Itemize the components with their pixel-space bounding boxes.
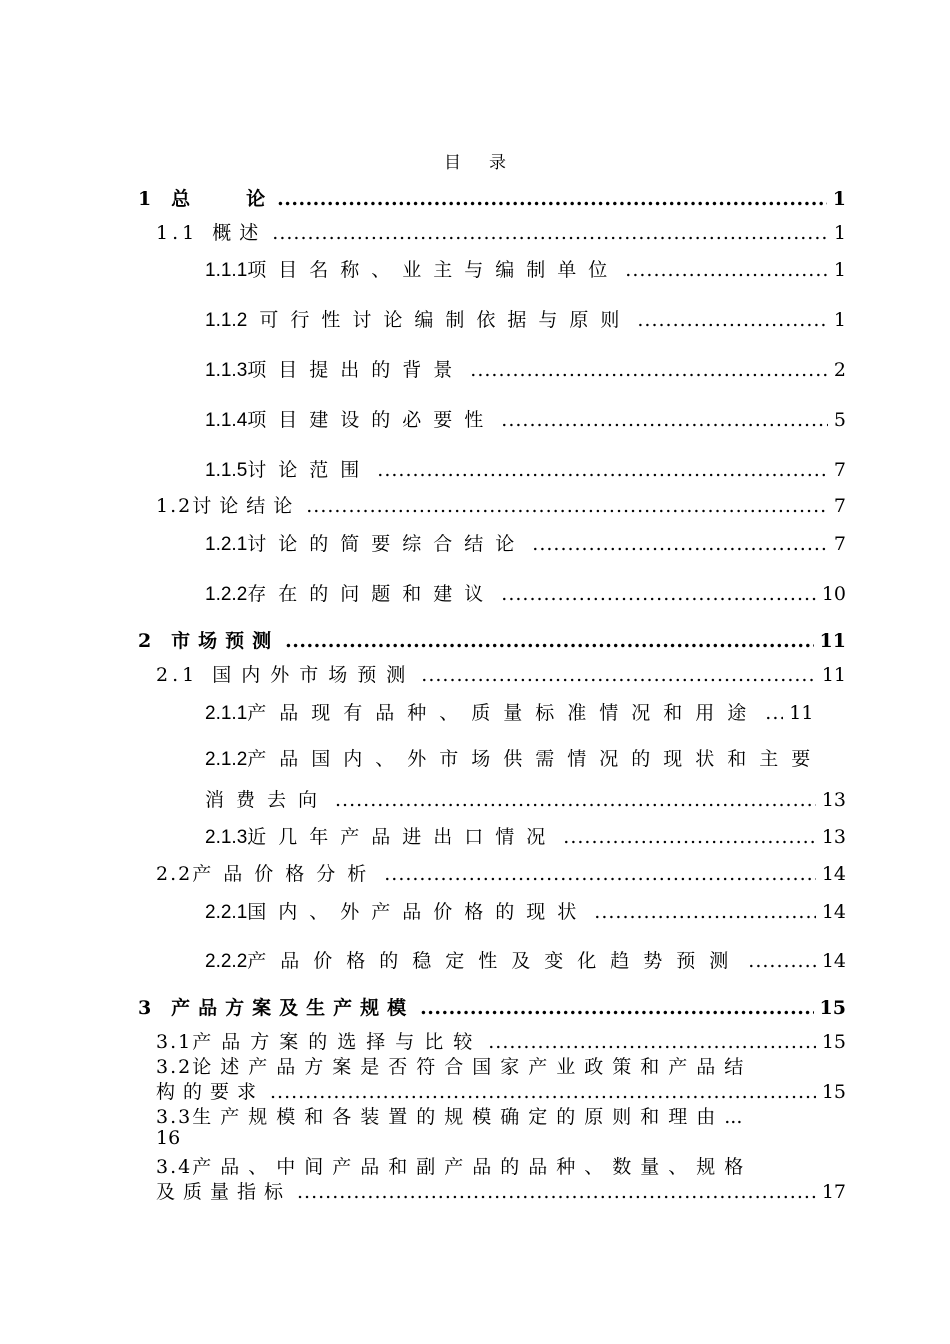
toc-entry-3-2-line1[interactable]: [156, 1052, 752, 1079]
toc-entry-3-2-line2[interactable]: [156, 1077, 846, 1104]
leader-dots: [501, 409, 828, 431]
entry-number: 3.1: [156, 1031, 193, 1053]
entry-title: 产品国内、外市场供需情况的现状和主要: [247, 748, 824, 770]
toc-entry-1-1-5[interactable]: [205, 455, 846, 482]
leader-dots: [470, 359, 828, 381]
page-number: 7: [833, 495, 846, 517]
toc-entry-3-4-line2[interactable]: [156, 1177, 846, 1204]
page-number: 11: [821, 664, 846, 686]
page-number: 15: [819, 997, 846, 1019]
entry-number: 2: [138, 630, 152, 652]
entry-number: 1.1.4: [205, 410, 248, 431]
toc-entry-1-1-2[interactable]: [205, 305, 846, 332]
page-number: 10: [821, 583, 846, 605]
entry-title: 市场预测: [171, 630, 280, 652]
entry-number: 3: [138, 997, 152, 1019]
entry-title: 生产规模和各装置的规模确定的原则和理由: [192, 1106, 725, 1128]
entry-title: 产品方案及生产规模: [171, 997, 415, 1019]
entry-title: 讨论结论: [192, 495, 301, 517]
leader-dots: [270, 1081, 816, 1103]
entry-title: 可行性讨论编制依据与原则: [259, 309, 632, 331]
page-number: 1: [833, 309, 846, 331]
entry-number: 1.1.3: [205, 360, 248, 381]
entry-number: 2.2.2: [205, 951, 248, 972]
entry-title: 国内、外产品价格的现状: [247, 901, 589, 923]
entry-title: 讨论的简要综合结论: [247, 533, 527, 555]
entry-number: 2.1.2: [205, 749, 248, 770]
leader-dots: [765, 702, 783, 724]
entry-title-continued: 构的要求: [156, 1081, 265, 1103]
toc-entry-1[interactable]: [138, 184, 846, 211]
entry-number: 2.2: [156, 863, 193, 885]
entry-number: 2.1: [156, 664, 199, 686]
page-number: 7: [833, 533, 846, 555]
page-number: 11: [819, 630, 846, 652]
toc-entry-2-1[interactable]: [156, 660, 846, 687]
leader-dots: [272, 222, 828, 244]
page-number: 1: [832, 188, 846, 210]
toc-entry-1-1-3[interactable]: [205, 355, 846, 382]
leader-dots: [384, 863, 816, 885]
entry-title: 总 论: [171, 188, 272, 210]
leader-dots: [377, 459, 828, 481]
page-number: 16: [156, 1127, 181, 1149]
page-number: 13: [821, 826, 846, 848]
entry-title: 项目提出的背景: [247, 359, 465, 381]
leader-dots: [285, 630, 813, 652]
toc-entry-1-1-1[interactable]: [205, 255, 846, 282]
toc-entry-3-1[interactable]: [156, 1027, 846, 1054]
page-number: 11: [789, 702, 814, 724]
leader-dots: [306, 495, 828, 517]
leader-dots: [421, 664, 816, 686]
entry-number: 1.2.2: [205, 584, 248, 605]
entry-number: 2.1.1: [205, 703, 248, 724]
toc-entry-1-2[interactable]: [156, 491, 846, 518]
entry-title: 产品、中间产品和副产品的品种、数量、规格: [192, 1156, 753, 1178]
entry-title-continued: 及质量指标: [156, 1181, 292, 1203]
entry-title: 产品现有品种、质量标准情况和用途: [247, 702, 760, 724]
entry-number: 2.2.1: [205, 902, 248, 923]
leader-dots: [748, 950, 816, 972]
leader-dots: [335, 789, 816, 811]
page-number: 15: [821, 1031, 846, 1053]
entry-title: 项目建设的必要性: [247, 409, 496, 431]
page-number: 13: [821, 789, 846, 811]
page-number: 1: [833, 259, 846, 281]
leader-dots: [625, 259, 828, 281]
leader-dots: [532, 533, 828, 555]
entry-title: 产品价格的稳定性及变化趋势预测: [247, 950, 743, 972]
page-number: 14: [821, 901, 846, 923]
entry-title-continued: 消费去向: [205, 789, 330, 811]
entry-title: 讨论范围: [247, 459, 372, 481]
toc-entry-1-1[interactable]: [156, 218, 846, 245]
page-number: 17: [821, 1181, 846, 1203]
leader-dots: [488, 1031, 816, 1053]
entry-title: 国内外市场预测: [212, 664, 416, 686]
page-number: 1: [833, 222, 846, 244]
entry-number: 3.4: [156, 1156, 193, 1178]
toc-title: 目录: [444, 153, 534, 173]
entry-title: 存在的问题和建议: [247, 583, 496, 605]
toc-entry-2-2[interactable]: [156, 859, 846, 886]
entry-number: 2.1.3: [205, 827, 248, 848]
toc-entry-1-2-1[interactable]: [205, 529, 846, 556]
page-number: 7: [833, 459, 846, 481]
leader-dots: [420, 997, 813, 1019]
page-number: 14: [821, 950, 846, 972]
page-number: 2: [833, 359, 846, 381]
toc-entry-2-2-2[interactable]: [205, 946, 846, 973]
entry-title: 项目名称、业主与编制单位: [247, 259, 620, 281]
toc-entry-1-2-2[interactable]: [205, 579, 846, 606]
page-number: 15: [821, 1081, 846, 1103]
leader-dots: [594, 901, 816, 923]
toc-entry-2-1-3[interactable]: [205, 822, 846, 849]
toc-entry-2[interactable]: [138, 626, 846, 653]
page-number: 14: [821, 863, 846, 885]
leader-dots: [501, 583, 816, 605]
entry-title: 近几年产品进出口情况: [247, 826, 558, 848]
entry-number: 3.2: [156, 1056, 193, 1078]
leader-dots: ...: [724, 1106, 743, 1128]
page-number: 5: [833, 409, 846, 431]
leader-dots: [637, 309, 828, 331]
entry-number: 1.1.1: [205, 260, 248, 281]
toc-entry-1-1-4[interactable]: [205, 405, 846, 432]
entry-number: 1.1.2: [205, 310, 248, 331]
leader-dots: [277, 188, 827, 210]
toc-entry-2-1-2-line2[interactable]: [205, 785, 846, 812]
toc-entry-3[interactable]: [138, 993, 846, 1020]
leader-dots: [297, 1181, 816, 1203]
entry-number: 1: [138, 188, 152, 210]
entry-title: 概述: [212, 222, 267, 244]
entry-number: 1.1.5: [205, 460, 248, 481]
entry-number: 3.3: [156, 1106, 193, 1128]
toc-entry-3-3-line1[interactable]: [156, 1102, 742, 1129]
entry-title: 产品价格分析: [192, 863, 379, 885]
toc-entry-2-1-1[interactable]: [205, 698, 846, 725]
toc-entry-2-1-2-line1[interactable]: [205, 747, 846, 772]
leader-dots: [563, 826, 816, 848]
entry-title: 产品方案的选择与比较: [192, 1031, 483, 1053]
entry-number: 1.2: [156, 495, 193, 517]
entry-number: 1.2.1: [205, 534, 248, 555]
entry-title: 论述产品方案是否符合国家产业政策和产品结: [192, 1056, 753, 1078]
toc-entry-3-3-line2: [156, 1127, 180, 1149]
entry-number: 1.1: [156, 222, 199, 244]
toc-entry-3-4-line1[interactable]: [156, 1152, 752, 1179]
toc-entry-2-2-1[interactable]: [205, 897, 846, 924]
